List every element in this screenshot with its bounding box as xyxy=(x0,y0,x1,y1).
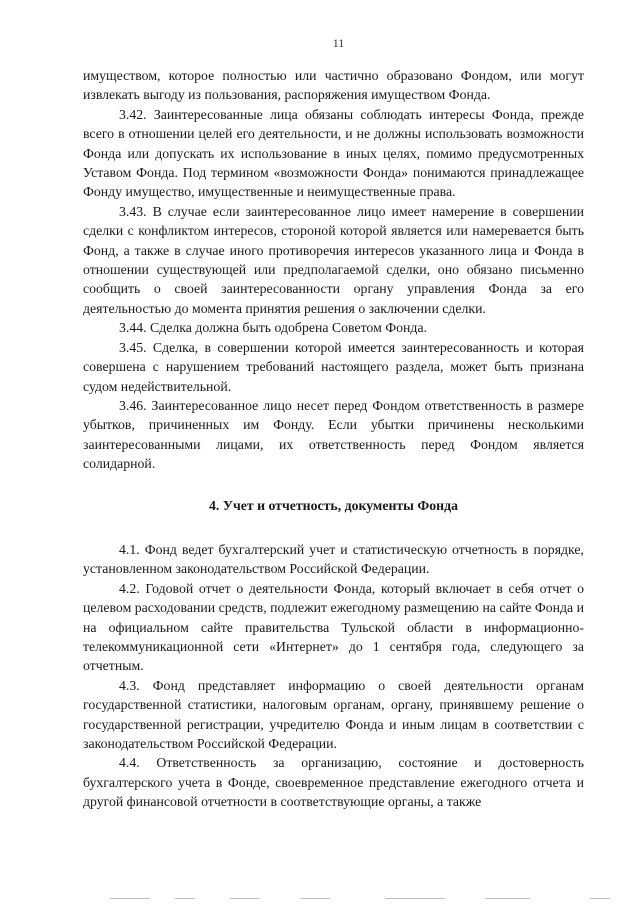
scan-noise-strip xyxy=(0,891,640,899)
paragraph-4-4: 4.4. Ответственность за организацию, состояние и достоверность бухгалтерского учета в Фонде, своевременное представление ежегодного отчета и другой финансовой отчетности в соответствующие органы, а также xyxy=(83,755,584,810)
scan-mark xyxy=(300,898,330,899)
paragraph-3-45: 3.45. Сделка, в совершении которой имеется заинтересованность и которая совершена с нарушением требований настоящего раздела, может быть признана судом недействительной. xyxy=(83,339,584,394)
paragraph-continuation: имуществом, которое полностью или частично образовано Фондом, или могут извлекать выгоду из пользования, распоряжения имуществом Фонда. xyxy=(83,68,584,103)
paragraph-3-42: 3.42. Заинтересованные лица обязаны соблюдать интересы Фонда, прежде всего в отношении целей его деятельности, и не должны использовать возможности Фонда или допускать их использование в иных целях, помимо предусмотренных Уставом Фонда. Под термином «возможности Фонда» понимаются принадлежащее Фонду имущество, имущественные и неимущественные права. xyxy=(83,106,584,200)
paragraph-3-44: 3.44. Сделка должна быть одобрена Советом Фонда. xyxy=(119,320,428,336)
paragraph-4-1: 4.1. Фонд ведет бухгалтерский учет и статистическую отчетность в порядке, установленном законодательством Российской Федерации. xyxy=(83,541,584,577)
section-heading: 4. Учет и отчетность, документы Фонда xyxy=(209,497,458,513)
paragraph-4-2: 4.2. Годовой отчет о деятельности Фонда, который включает в себя отчет о целевом расходовании средств, подлежит ежегодному размещению на сайте Фонда и на официальном сайте правительства Тульской области в информационно-телекоммуникационной сети «Интернет» до 1 сентября года, следующего за отчетным. xyxy=(83,580,584,674)
scan-mark xyxy=(485,898,530,899)
scan-mark xyxy=(590,898,610,899)
scan-mark xyxy=(110,898,150,899)
paragraph-3-46: 3.46. Заинтересованное лицо несет перед Фондом ответственность в размере убытков, причиненных им Фонду. Если убытки причинены несколькими заинтересованными лицами, их ответственность перед Фондом является солидарной. xyxy=(83,397,584,472)
scan-mark xyxy=(385,898,445,899)
paragraph-3-43: 3.43. В случае если заинтересованное лицо имеет намерение в совершении сделки с конфликтом интересов, стороной которой является или намеревается быть Фонд, а также в случае иного противоречия интересов указанного лица и Фонда в отношении существующей или предполагаемой сделки, оно обязано письменно сообщить о своей заинтересованности органу управления Фонда за его деятельностью до момента принятия решения о заключении сделки. xyxy=(83,203,584,316)
paragraph-4-3: 4.3. Фонд представляет информацию о своей деятельности органам государственной статистики, налоговым органам, органу, принявшему решение о государственной регистрации, учредителю Фонда и иным лицам в соответствии с законодательством Российской Федерации. xyxy=(83,677,584,751)
scan-mark xyxy=(175,898,195,899)
page-number: 11 xyxy=(332,36,345,50)
scan-mark xyxy=(230,898,260,899)
